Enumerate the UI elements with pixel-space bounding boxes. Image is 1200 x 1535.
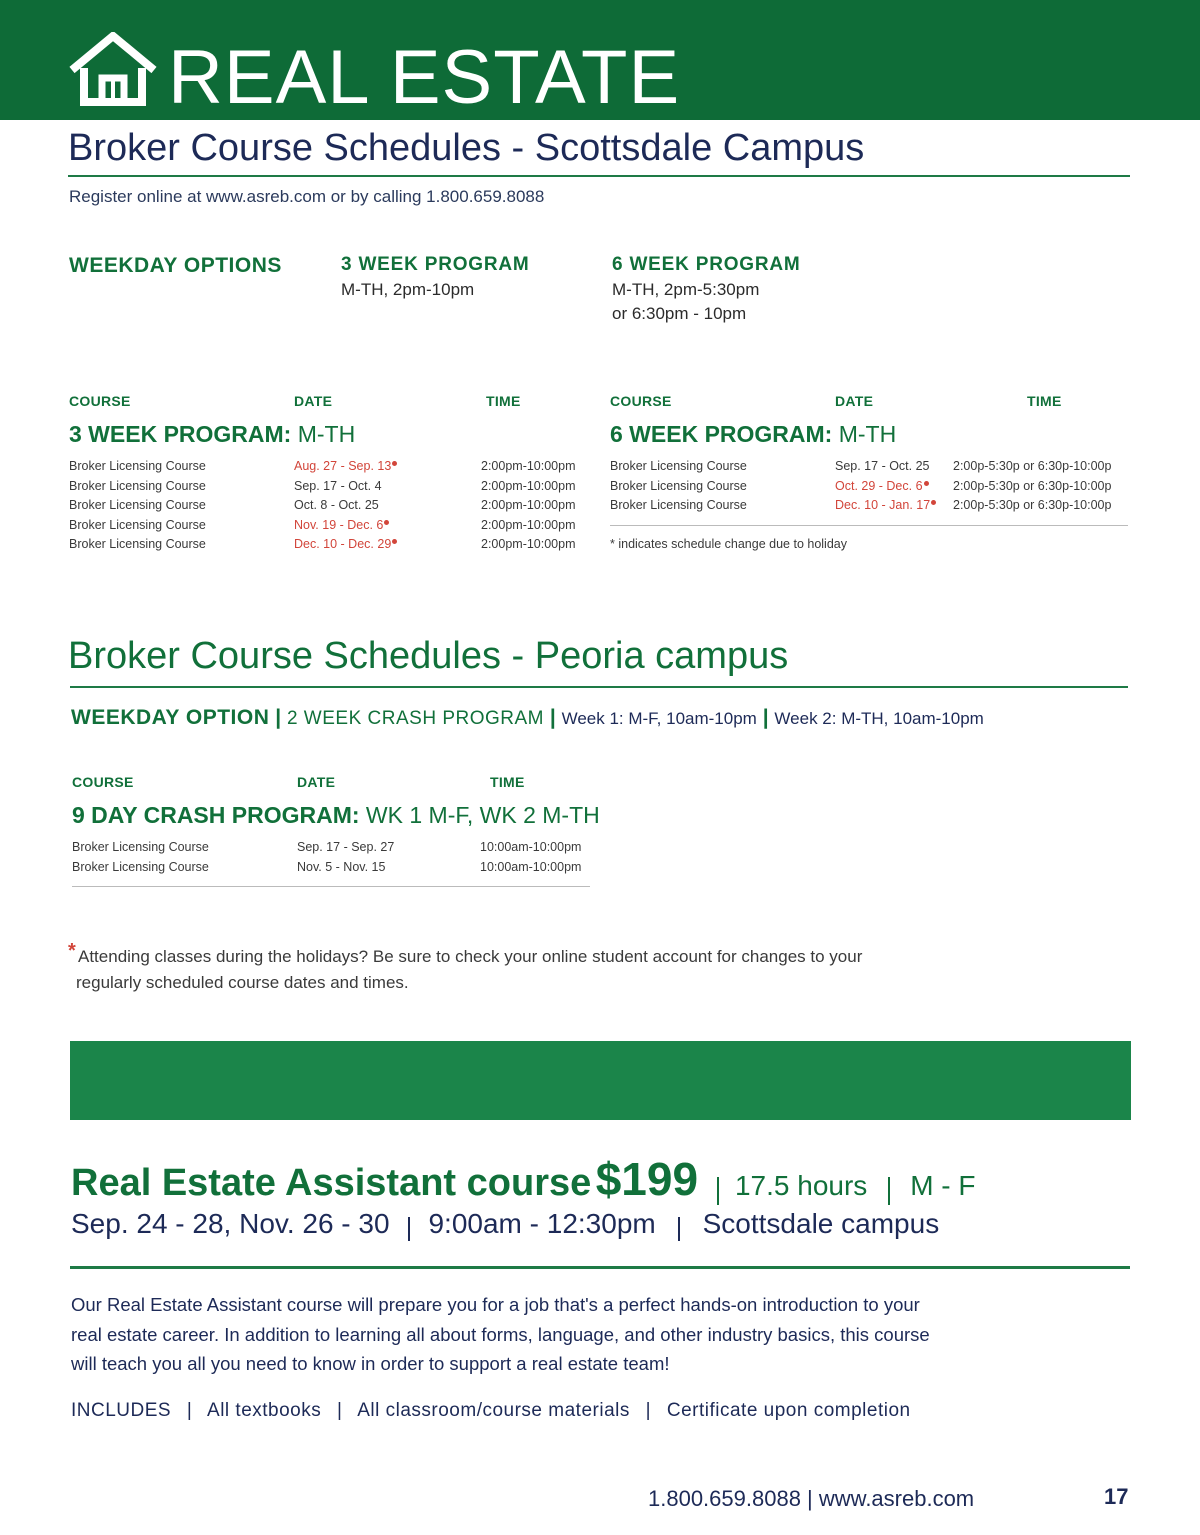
- holiday-note-line2: regularly scheduled course dates and times.: [76, 973, 409, 992]
- three-week-program-title: 3 WEEK PROGRAM: [341, 254, 530, 275]
- peoria-weekday-option: WEEKDAY OPTION | 2 WEEK CRASH PROGRAM | Week 1: M-F, 10am-10pm | Week 2: M-TH, 10am-10pm: [71, 706, 984, 729]
- holiday-note-line1: Attending classes during the holidays? Be sure to check your online student account for changes to your: [78, 947, 863, 966]
- time-cell: 2:00p-5:30p or 6:30p-10:00p: [953, 459, 1112, 473]
- col-header-course: COURSE: [69, 393, 131, 409]
- date-cell: Dec. 10 - Jan. 17: [835, 496, 936, 516]
- date-cell: Oct. 8 - Oct. 25: [294, 498, 379, 513]
- table-row: [610, 496, 1130, 516]
- six-week-program-title: 6 WEEK PROGRAM: [612, 254, 801, 275]
- date-cell: Nov. 19 - Dec. 6: [294, 516, 389, 536]
- date-cell: Sep. 17 - Oct. 4: [294, 478, 382, 493]
- time-cell: 10:00am-10:00pm: [480, 859, 582, 874]
- col-header-time: TIME: [486, 393, 521, 409]
- holiday-dot-icon: [931, 500, 936, 505]
- table-row: [72, 838, 592, 858]
- table-row: [72, 858, 592, 878]
- col-header-date: DATE: [294, 393, 333, 409]
- table-row: [69, 457, 589, 477]
- divider: [68, 175, 1130, 177]
- date-cell: Dec. 10 - Dec. 29: [294, 535, 397, 555]
- includes-item: All classroom/course materials: [357, 1400, 630, 1421]
- description-line: will teach you all you need to know in order to support a real estate team!: [71, 1353, 670, 1374]
- holiday-dot-icon: [384, 520, 389, 525]
- time-cell: 2:00pm-10:00pm: [481, 517, 576, 532]
- divider: [72, 886, 590, 887]
- divider: [610, 525, 1128, 526]
- asterisk-icon: *: [68, 940, 76, 962]
- course-cell: Broker Licensing Course: [69, 537, 206, 552]
- holiday-footnote: * indicates schedule change due to holiday: [610, 537, 847, 551]
- date-cell: Oct. 29 - Dec. 6: [835, 477, 929, 497]
- course-cell: Broker Licensing Course: [72, 859, 209, 874]
- course-cell: Broker Licensing Course: [610, 498, 747, 513]
- six-week-program-hours: M-TH, 2pm-5:30pm: [612, 280, 760, 299]
- schedule-table-9-day: [72, 838, 592, 877]
- table-row: [610, 477, 1130, 497]
- house-icon: [68, 32, 158, 108]
- schedule-table-6-week: [610, 457, 1130, 516]
- green-banner: [70, 1041, 1131, 1120]
- course-cell: Broker Licensing Course: [69, 459, 206, 473]
- table-row: [610, 457, 1130, 477]
- time-cell: 2:00pm-10:00pm: [481, 498, 576, 513]
- assistant-course-schedule: Sep. 24 - 28, Nov. 26 - 30 9:00am - 12:30pm Scottsdale campus: [71, 1208, 940, 1239]
- date-cell: Sep. 17 - Oct. 25: [835, 459, 930, 473]
- divider: [70, 686, 1128, 688]
- table-row: [69, 496, 589, 516]
- weekday-options-label: WEEKDAY OPTIONS: [69, 254, 282, 277]
- date-cell: Sep. 17 - Sep. 27: [297, 840, 395, 854]
- program-title-9-day: 9 DAY CRASH PROGRAM: WK 1 M-F, WK 2 M-TH: [72, 802, 600, 828]
- page-number: 17: [1104, 1484, 1129, 1509]
- program-title-3-week: 3 WEEK PROGRAM: M-TH: [69, 421, 356, 447]
- course-cell: Broker Licensing Course: [69, 478, 206, 493]
- includes-list: INCLUDES | All textbooks | All classroom/course materials | Certificate upon completion: [71, 1400, 911, 1421]
- col-header-course: COURSE: [610, 393, 672, 409]
- course-cell: Broker Licensing Course: [610, 459, 747, 473]
- course-cell: Broker Licensing Course: [69, 498, 206, 513]
- course-cell: Broker Licensing Course: [69, 517, 206, 532]
- time-cell: 2:00p-5:30p or 6:30p-10:00p: [953, 478, 1112, 493]
- table-row: [69, 535, 589, 555]
- col-header-course: COURSE: [72, 774, 134, 790]
- course-cell: Broker Licensing Course: [610, 478, 747, 493]
- holiday-dot-icon: [392, 539, 397, 544]
- col-header-date: DATE: [835, 393, 874, 409]
- scottsdale-heading: Broker Course Schedules - Scottsdale Campus: [68, 127, 865, 169]
- six-week-program-hours-alt: or 6:30pm - 10pm: [612, 304, 747, 323]
- holiday-dot-icon: [392, 461, 397, 466]
- includes-item: All textbooks: [207, 1400, 322, 1421]
- footer-contact: 1.800.659.8088 | www.asreb.com: [648, 1486, 975, 1511]
- page-title: REAL ESTATE: [168, 35, 681, 120]
- time-cell: 2:00p-5:30p or 6:30p-10:00p: [953, 498, 1112, 513]
- col-header-date: DATE: [297, 774, 336, 790]
- assistant-course-title: Real Estate Assistant course $199 17.5 hours M - F: [71, 1153, 976, 1205]
- includes-item: Certificate upon completion: [666, 1400, 911, 1421]
- col-header-time: TIME: [490, 774, 525, 790]
- date-cell: Aug. 27 - Sep. 13: [294, 457, 397, 477]
- divider: [70, 1266, 1130, 1269]
- time-cell: 10:00am-10:00pm: [480, 840, 582, 854]
- holiday-dot-icon: [924, 481, 929, 486]
- table-row: [69, 477, 589, 497]
- schedule-table-3-week: [69, 457, 589, 555]
- assistant-description: [71, 1290, 1151, 1379]
- col-header-time: TIME: [1027, 393, 1062, 409]
- three-week-program-hours: M-TH, 2pm-10pm: [341, 280, 475, 299]
- course-cell: Broker Licensing Course: [72, 840, 209, 854]
- description-line: Our Real Estate Assistant course will prepare you for a job that's a perfect hands-on introduction to your: [71, 1294, 920, 1315]
- description-line: real estate career. In addition to learning all about forms, language, and other industry basics, this course: [71, 1323, 930, 1345]
- time-cell: 2:00pm-10:00pm: [481, 478, 576, 493]
- includes-label: INCLUDES: [71, 1400, 172, 1421]
- date-cell: Nov. 5 - Nov. 15: [297, 859, 386, 874]
- register-text: Register online at www.asreb.com or by calling 1.800.659.8088: [69, 187, 545, 206]
- time-cell: 2:00pm-10:00pm: [481, 537, 576, 552]
- table-row: [69, 516, 589, 536]
- program-title-6-week: 6 WEEK PROGRAM: M-TH: [610, 421, 897, 447]
- time-cell: 2:00pm-10:00pm: [481, 459, 576, 473]
- peoria-heading: Broker Course Schedules - Peoria campus: [68, 635, 789, 677]
